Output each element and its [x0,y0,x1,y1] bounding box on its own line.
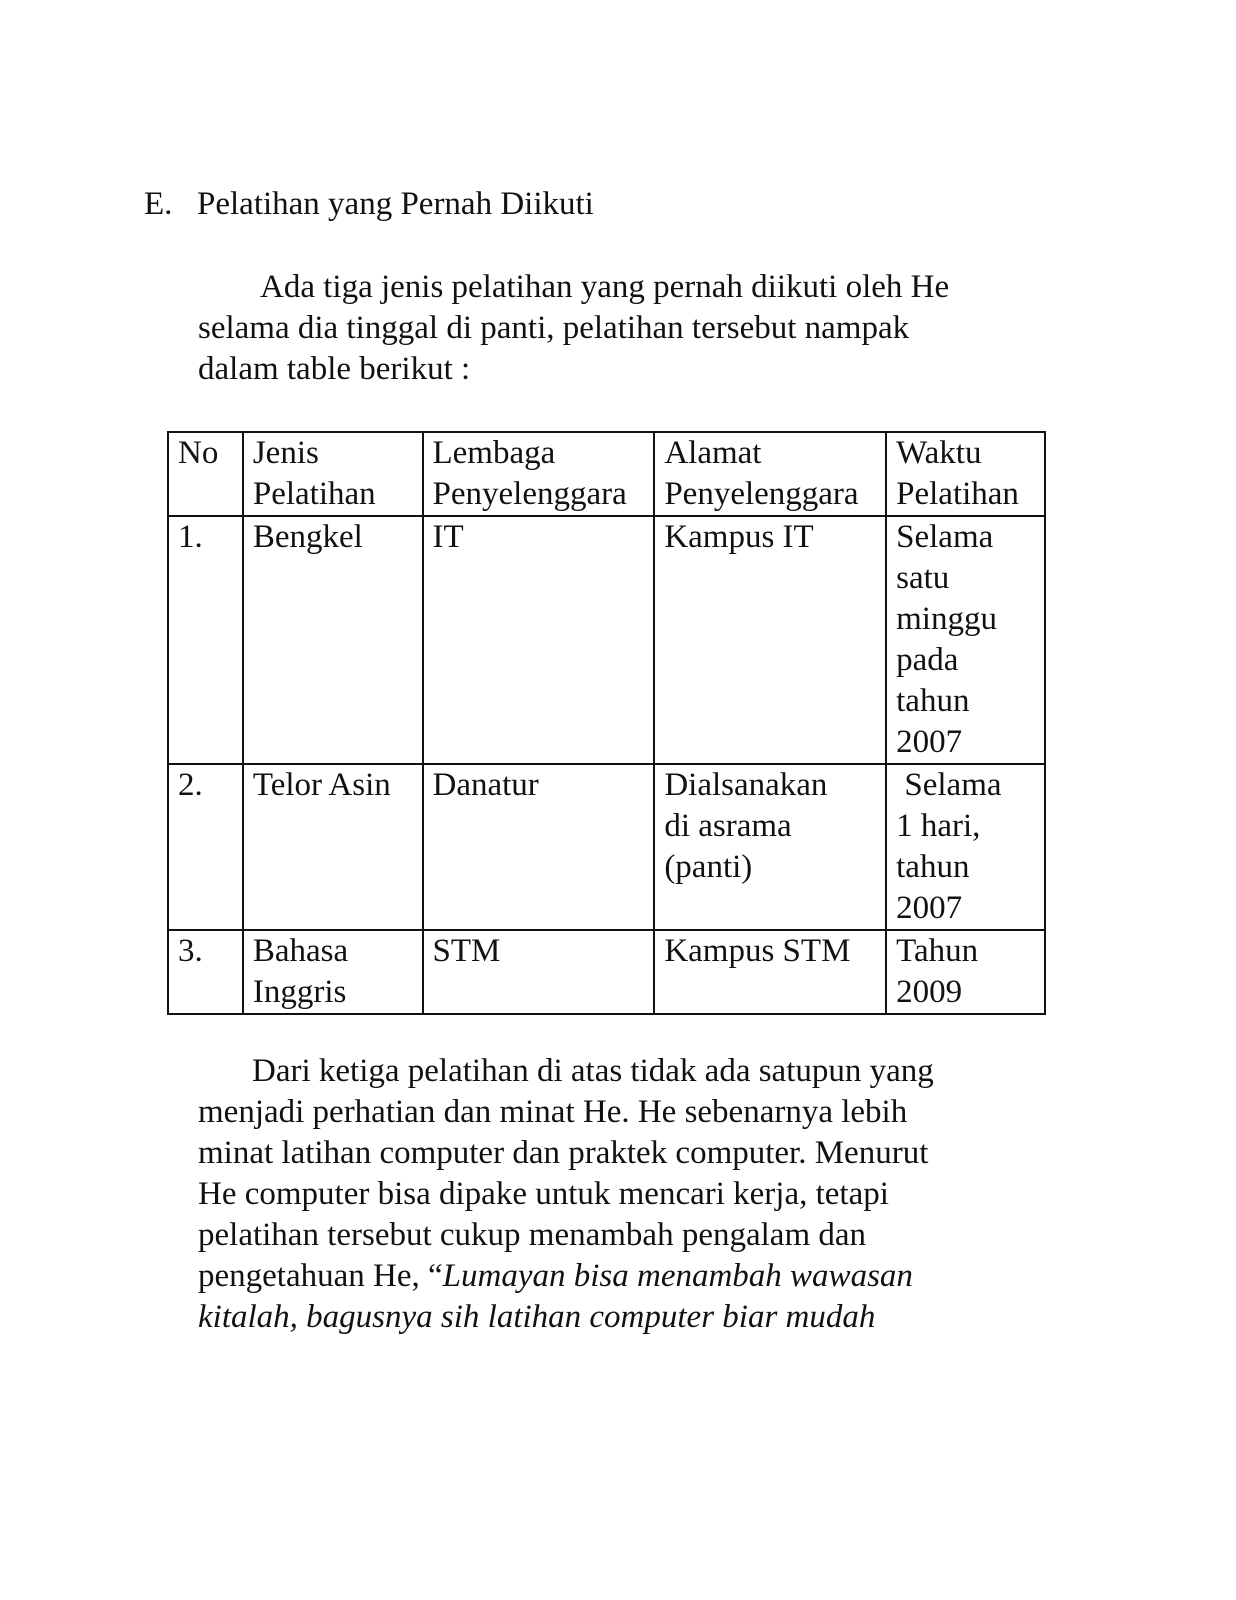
header-lembaga [423,432,655,516]
cell-text: Dialsanakan [664,767,828,803]
intro-paragraph [198,267,1028,390]
intro-line: selama dia tinggal di panti, pelatihan tersebut nampak [198,310,910,346]
intro-line: Ada tiga jenis pelatihan yang pernah diikuti oleh He [260,269,950,305]
header-jenis-line: Pelatihan [252,476,376,512]
table-row [168,516,1045,764]
cell-text: satu [896,560,950,596]
table-row [168,930,1045,1014]
header-jenis [243,432,423,516]
cell-text: 3. [178,933,203,969]
cell-alamat [654,516,886,764]
cell-text: Danatur [432,767,539,803]
cell-jenis [243,516,423,764]
cell-text: minggu [896,601,997,637]
section-title: Pelatihan yang Pernah Diikuti [197,186,594,222]
cell-text: 2. [178,767,203,803]
header-waktu [886,432,1045,516]
header-waktu-line: Waktu [896,435,982,471]
cell-text: STM [432,933,501,969]
cell-text: Bahasa [252,933,349,969]
closing-line: He computer bisa dipake untuk mencari kerja, tetapi [198,1176,889,1212]
header-lembaga-line: Lembaga [432,435,556,471]
header-no [168,432,243,516]
cell-text: 2007 [896,890,963,926]
closing-line: pelatihan tersebut cukup menambah pengalam dan [198,1217,867,1253]
closing-line: minat latihan computer dan praktek computer. Menurut [198,1135,929,1171]
cell-text: 1 hari, [896,808,981,844]
training-table [167,431,1046,1015]
section-heading [144,182,594,226]
cell-text: Kampus IT [664,519,814,555]
cell-text: Telor Asin [252,767,391,803]
cell-no [168,764,243,930]
table-header-row [168,432,1045,516]
cell-text: di asrama [664,808,792,844]
cell-jenis [243,930,423,1014]
header-waktu-line: Pelatihan [896,476,1019,512]
cell-text: 2009 [896,974,963,1010]
cell-lembaga [423,516,655,764]
cell-lembaga [423,764,655,930]
cell-alamat [654,764,886,930]
cell-alamat [654,930,886,1014]
closing-line: Dari ketiga pelatihan di atas tidak ada satupun yang [252,1053,934,1089]
cell-waktu [886,930,1045,1014]
header-no-label: No [178,435,219,471]
cell-text: tahun [896,849,970,885]
cell-text: 1. [178,519,203,555]
closing-line [198,1256,1028,1297]
intro-line: dalam table berikut : [198,351,471,387]
header-alamat-line: Alamat [664,435,762,471]
closing-line-plain: pengetahuan He, “ [198,1258,443,1294]
header-alamat [654,432,886,516]
cell-text: 2007 [896,724,963,760]
cell-text: Selama [896,519,994,555]
section-letter: E. [144,186,173,222]
table-row [168,764,1045,930]
cell-text: Tahun [896,933,979,969]
header-lembaga-line: Penyelenggara [432,476,627,512]
cell-text: Inggris [252,974,347,1010]
cell-lembaga [423,930,655,1014]
closing-line: menjadi perhatian dan minat He. He sebenarnya lebih [198,1094,908,1130]
cell-waktu [886,764,1045,930]
cell-text: Bengkel [252,519,363,555]
cell-text: Selama [896,767,1002,803]
cell-text: pada [896,642,959,678]
cell-text: Kampus STM [664,933,851,969]
cell-no [168,516,243,764]
cell-text: (panti) [664,849,753,885]
cell-no [168,930,243,1014]
cell-waktu [886,516,1045,764]
cell-text: tahun [896,683,970,719]
quote-italic: kitalah, bagusnya sih latihan computer biar mudah [198,1299,876,1335]
quote-italic: Lumayan bisa menambah wawasan [442,1258,913,1294]
cell-jenis [243,764,423,930]
header-alamat-line: Penyelenggara [664,476,859,512]
header-jenis-line: Jenis [252,435,319,471]
closing-line [198,1297,1028,1338]
cell-text: IT [432,519,464,555]
closing-paragraph [198,1051,1028,1338]
